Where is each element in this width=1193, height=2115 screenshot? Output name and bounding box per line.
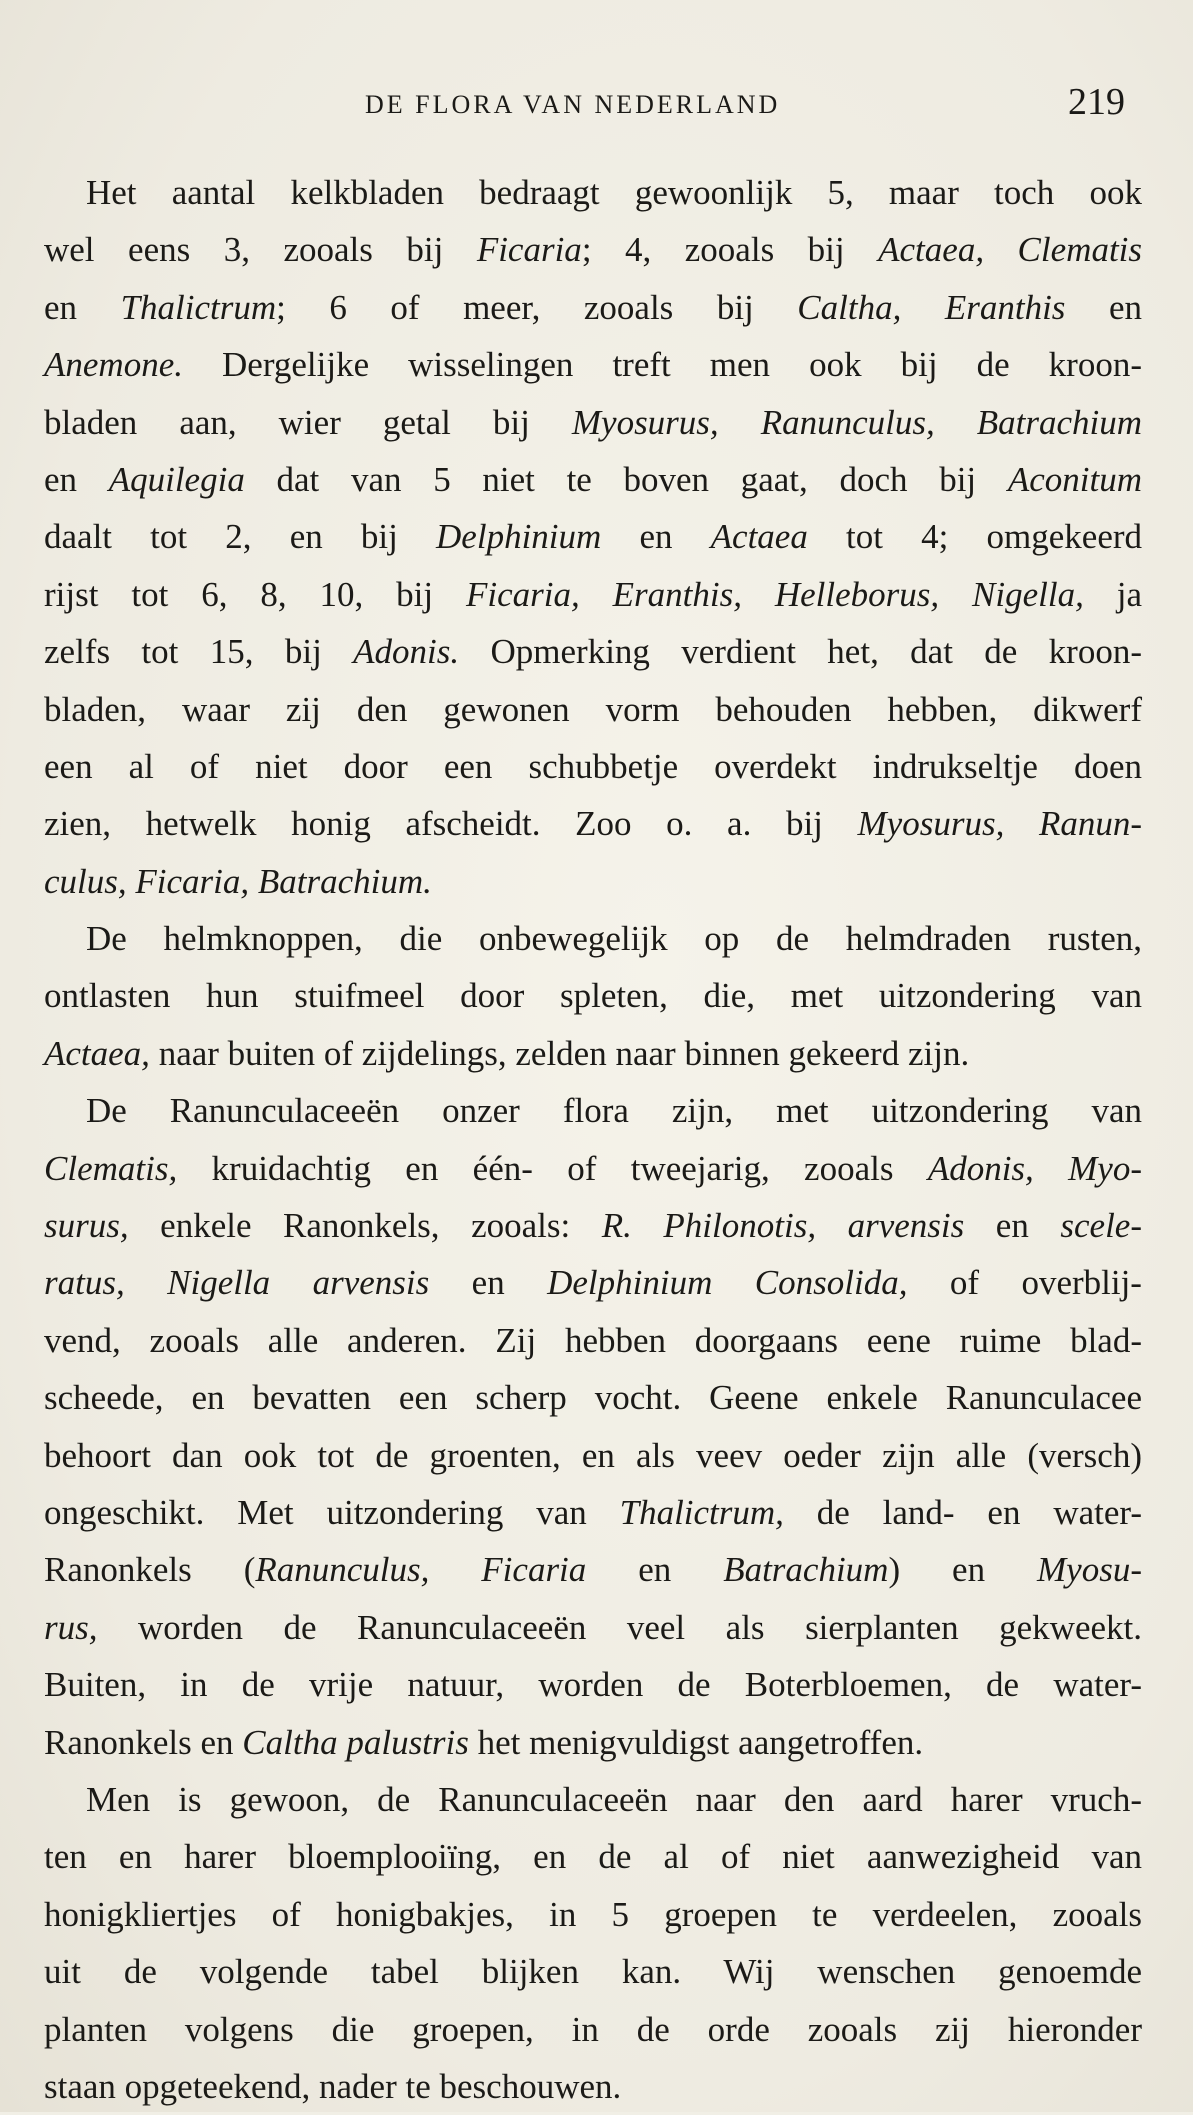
- text-line: Het aantal kelkbladen bedraagt gewoonlijk 5, maar toch ook: [86, 173, 1142, 212]
- text-line: Ranonkels en Caltha palustris het menigvuldigst aangetroffen.: [44, 1722, 924, 1762]
- text-line: en Thalictrum; 6 of meer, zooals bij Caltha, Eranthis en: [44, 287, 1142, 327]
- text-line: Ranonkels (Ranunculus, Ficaria en Batrachium) en Myosu-: [44, 1550, 1142, 1590]
- text-line: ten en harer bloemplooiïng, en de al of niet aanwezigheid van: [44, 1837, 1142, 1877]
- running-header: [0, 80, 1193, 130]
- running-title: DE FLORA VAN NEDERLAND: [365, 90, 781, 119]
- text-line: planten volgens die groepen, in de orde zooals zij hieronder: [44, 2009, 1142, 2049]
- text-line: daalt tot 2, en bij Delphinium en Actaea tot 4; omgekeerd: [44, 517, 1143, 557]
- text-line: Clematis, kruidachtig en één- of tweejarig, zooals Adonis, Myo-: [44, 1148, 1142, 1188]
- text-line: vend, zooals alle anderen. Zij hebben doorgaans eene ruime blad-: [44, 1320, 1142, 1360]
- text-line: honigkliertjes of honigbakjes, in 5 groepen te verdeelen, zooals: [44, 1894, 1142, 1934]
- text-line: een al of niet door een schubbetje overdekt indrukseltje doen: [44, 746, 1142, 786]
- text-line: ongeschikt. Met uitzondering van Thalictrum, de land- en water-: [44, 1492, 1142, 1532]
- text-line: culus, Ficaria, Batrachium.: [44, 861, 432, 901]
- text-line: en Aquilegia dat van 5 niet te boven gaat, doch bij Aconitum: [44, 459, 1142, 499]
- text-line: zelfs tot 15, bij Adonis. Opmerking verdient het, dat de kroon-: [44, 632, 1142, 672]
- text-line: ratus, Nigella arvensis en Delphinium Consolida, of overblij-: [44, 1263, 1142, 1303]
- text-line: Buiten, in de vrije natuur, worden de Boterbloemen, de water-: [44, 1665, 1142, 1705]
- text-line: bladen aan, wier getal bij Myosurus, Ranunculus, Batrachium: [44, 402, 1142, 442]
- text-line: uit de volgende tabel blijken kan. Wij wenschen genoemde: [44, 1952, 1142, 1992]
- text-line: behoort dan ook tot de groenten, en als veev oeder zijn alle (versch): [44, 1435, 1142, 1475]
- text-line: De Ranunculaceeën onzer flora zijn, met uitzondering van: [86, 1091, 1142, 1131]
- text-line: rijst tot 6, 8, 10, bij Ficaria, Eranthis, Helleborus, Nigella, ja: [44, 574, 1143, 614]
- text-line: zien, hetwelk honig afscheidt. Zoo o. a. bij Myosurus, Ranun-: [44, 804, 1142, 844]
- text-line: scheede, en bevatten een scherp vocht. Geene enkele Ranunculacee: [44, 1378, 1142, 1418]
- text-line: wel eens 3, zooals bij Ficaria; 4, zooals bij Actaea, Clematis: [44, 230, 1143, 270]
- text-line: rus, worden de Ranunculaceeën veel als sierplanten gekweekt.: [44, 1607, 1142, 1647]
- text-line: ontlasten hun stuifmeel door spleten, die, met uitzondering van: [44, 976, 1142, 1016]
- text-line: De helmknoppen, die onbewegelijk op de helmdraden rusten,: [86, 919, 1142, 959]
- text-line: Men is gewoon, de Ranunculaceeën naar den aard harer vruch-: [86, 1779, 1142, 1819]
- text-line: bladen, waar zij den gewonen vorm behouden hebben, dikwerf: [44, 689, 1142, 729]
- text-line: Anemone. Dergelijke wisselingen treft men ook bij de kroon-: [44, 345, 1142, 385]
- page-number: 219: [1068, 81, 1125, 123]
- body-text: [44, 164, 1142, 2115]
- text-line: surus, enkele Ranonkels, zooals: R. Philonotis, arvensis en scele-: [44, 1206, 1142, 1246]
- text-line: staan opgeteekend, nader te beschouwen.: [44, 2066, 622, 2106]
- text-line: Actaea, naar buiten of zijdelings, zelden naar binnen gekeerd zijn.: [44, 1033, 970, 1073]
